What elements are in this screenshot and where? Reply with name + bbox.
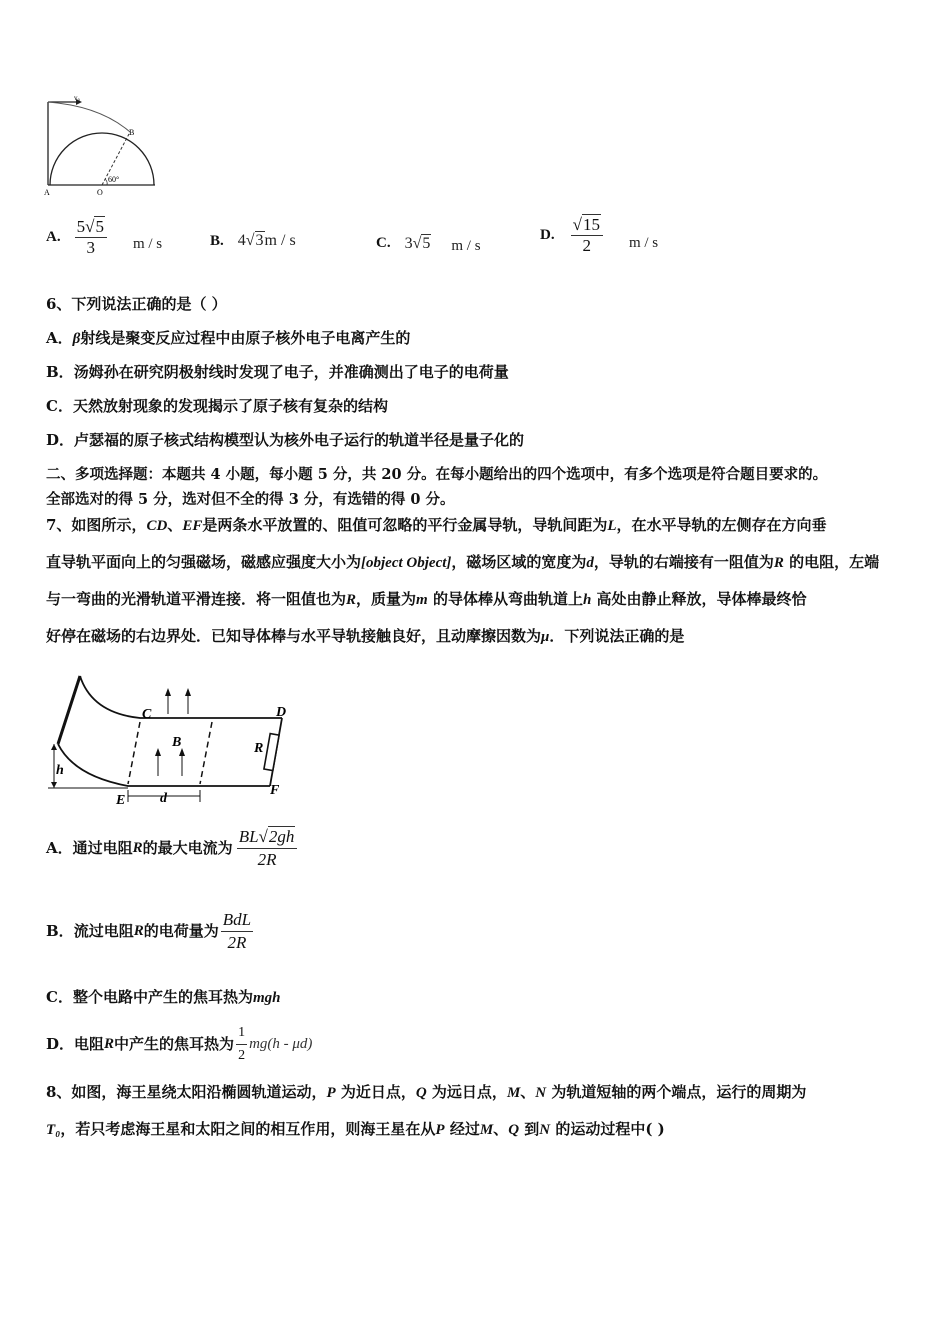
option-label: C． xyxy=(46,988,73,1006)
option-label: A. xyxy=(46,228,61,245)
option-label: B． xyxy=(46,363,74,381)
label-E: E xyxy=(116,793,126,808)
expression: mgh xyxy=(252,990,281,1006)
q6-option-c[interactable] xyxy=(46,395,388,417)
expression: 3√5 xyxy=(404,234,431,252)
q7-option-a[interactable]: A． 通过电阻 R 的最大电流为 $\frac{BL√2gh}{2R}$ xyxy=(46,820,297,876)
fraction: $\frac{√15}{2}$ xyxy=(571,215,603,256)
option-label: A． xyxy=(46,839,73,857)
option-label: D. xyxy=(540,226,555,243)
q5-option-a[interactable] xyxy=(46,212,162,262)
q7-option-d[interactable]: D． 电阻 R 中产生的焦耳热为 $\frac{1}{2}$ mg(h - μd) xyxy=(46,1022,312,1066)
section-heading-line2: 全部选对的得 5 分，选对但不全的得 3 分，有选错的得 0 分。 xyxy=(46,491,455,508)
fraction: $\frac{BL√2gh}{2R}$ xyxy=(237,826,298,871)
label-D: D xyxy=(276,705,287,720)
option-label: B. xyxy=(210,232,224,249)
q6-stem: 6、下列说法正确的是（ ） xyxy=(46,295,227,313)
point-O-label: O xyxy=(97,188,103,197)
option-text: 卢瑟福的原子核式结构模型认为核外电子运行的轨道半径是量子化的 xyxy=(74,431,525,449)
option-text: 天然放射现象的发现揭示了原子核有复杂的结构 xyxy=(72,397,388,415)
option-text: 电阻 xyxy=(74,1035,105,1053)
projectile-semicircle-figure xyxy=(40,92,165,200)
fraction: $\frac{1}{2}$ xyxy=(236,1022,247,1067)
fraction: $\frac{\text{BdL}}{2R}$ xyxy=(222,909,252,952)
label-B: B xyxy=(172,735,182,750)
q5-option-c[interactable] xyxy=(376,232,481,255)
unit: m / s xyxy=(451,238,481,254)
q7-stem-line1: 7、如图所示，CD、EF是两条水平放置的、阻值可忽略的平行金属导轨，导轨间距为L，在水平导轨的左侧存在方向垂 xyxy=(46,516,827,534)
label-C: C xyxy=(142,707,152,722)
label-F: F xyxy=(270,783,280,798)
option-text: 射线是聚变反应过程中由原子核外电子电离产生的 xyxy=(80,329,411,347)
option-text: 的电荷量为 xyxy=(143,922,219,940)
option-text: 通过电阻 xyxy=(72,839,133,857)
option-label: D． xyxy=(46,1035,75,1053)
option-text: 的最大电流为 xyxy=(142,839,233,857)
option-label: A． xyxy=(46,329,73,347)
v0-label: v₀ xyxy=(74,94,80,102)
option-label: D． xyxy=(46,431,75,449)
option-label: B． xyxy=(46,922,74,940)
q5-option-b[interactable] xyxy=(210,232,296,250)
q7-stem-line4: 好停在磁场的右边界处．已知导体棒与水平导轨接触良好，且动摩擦因数为μ．下列说法正确的是 xyxy=(46,627,685,645)
unit: m / s xyxy=(628,234,659,251)
q6-option-a[interactable] xyxy=(46,327,410,350)
label-R: R xyxy=(254,741,264,756)
option-text: 整个电路中产生的焦耳热为 xyxy=(72,988,253,1006)
q5-option-d[interactable] xyxy=(540,210,658,260)
q6-option-b[interactable] xyxy=(46,361,509,383)
angle-label: 60° xyxy=(108,175,120,184)
option-label: C． xyxy=(46,397,73,415)
q7-option-c[interactable] xyxy=(46,986,280,1009)
q8-stem-line2: T₀，若只考虑海王星和太阳之间的相互作用，则海王星在从P 经过M、Q 到N 的运动过程中( ) xyxy=(46,1120,665,1138)
rail-magnetic-field-figure xyxy=(40,668,300,810)
option-label: C. xyxy=(376,235,391,251)
expression: 4√3m / s xyxy=(237,232,296,249)
point-A-label: A xyxy=(44,188,50,197)
option-text: 汤姆孙在研究阴极射线时发现了电子，并准确测出了电子的电荷量 xyxy=(73,363,509,381)
q8-stem-line1: 8、如图，海王星绕太阳沿椭圆轨道运动，P 为近日点，Q 为远日点，M、N 为轨道短轴的两个端点，运行的周期为 xyxy=(46,1083,807,1101)
point-B-label: B xyxy=(129,128,135,137)
label-d: d xyxy=(160,791,167,806)
beta-symbol: β xyxy=(72,331,81,347)
option-text: 流过电阻 xyxy=(73,922,134,940)
fraction: $\frac{5√5}{3}$ xyxy=(75,217,107,258)
q7-stem-line3: 与一弯曲的光滑轨道平滑连接．将一阻值也为R，质量为m 的导体棒从弯曲轨道上h 高处由静止释放，导体棒最终恰 xyxy=(46,590,807,608)
label-h: h xyxy=(56,763,64,778)
q7-stem-line2: 直导轨平面向上的匀强磁场，磁感应强度大小为[object Object]，磁场区域的宽度为d，导轨的右端接有一阻值为R 的电阻，左端 xyxy=(46,553,880,571)
q7-option-b[interactable]: B． 流过电阻 R 的电荷量为 $\frac{\text{BdL}}{2R}$ xyxy=(46,909,252,952)
option-text: 中产生的焦耳热为 xyxy=(114,1035,235,1053)
q6-option-d[interactable] xyxy=(46,429,524,451)
section-heading-line1: 二、多项选择题：本题共 4 小题，每小题 5 分，共 20 分。在每小题给出的四个选项中，有多个选项是符合题目要求的。 xyxy=(46,466,828,483)
expression: mg(h - μd) xyxy=(249,1036,313,1052)
unit: m / s xyxy=(132,235,163,252)
